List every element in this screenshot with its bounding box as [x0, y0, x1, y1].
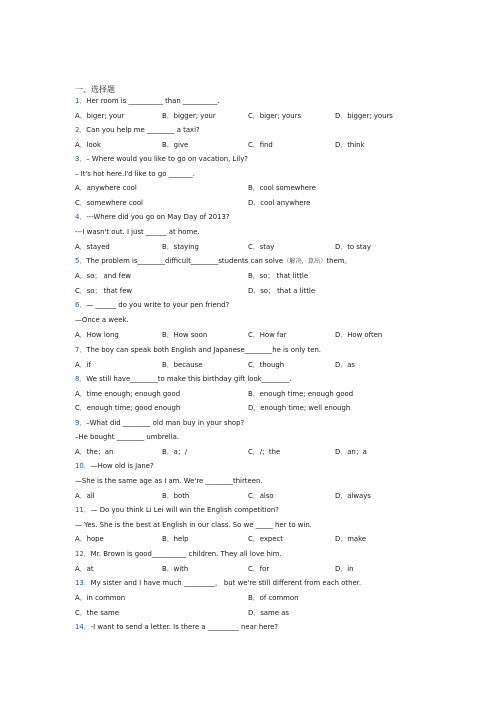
question-number: 9． [75, 419, 87, 427]
option-b[interactable]: B．with [162, 565, 189, 573]
option-a[interactable]: A．the；an [75, 448, 114, 456]
option-b[interactable]: B．so； that little [248, 272, 309, 280]
option-d[interactable]: D．always [335, 492, 371, 500]
question-number: 12． [75, 550, 91, 558]
question-number: 3． [75, 155, 87, 163]
question-number: 11． [75, 506, 91, 514]
question-8 [75, 376, 291, 383]
question-4 [75, 214, 230, 221]
question-number: 4． [75, 213, 87, 221]
option-a[interactable]: A．all [75, 492, 95, 500]
option-d[interactable]: D．in [335, 565, 354, 573]
dialogue-line: – It's hot here.I'd like to go _______. [75, 170, 195, 178]
option-a[interactable]: A．biger; your [75, 112, 125, 120]
question-stem: -I want to send a letter. Is there a _________ near here? [90, 623, 279, 631]
question-stem: My sister and I have much _________， but we're still different from each other. [90, 579, 362, 587]
option-c[interactable]: C．the same [75, 609, 119, 617]
question-stem-end: them。 [326, 257, 352, 265]
option-c[interactable]: C．stay [248, 243, 275, 251]
option-d[interactable]: D．make [335, 535, 367, 543]
question-stem: — ______ do you write to your pen friend? [86, 301, 230, 309]
question-stem: –What did ________ old man buy in your shop? [86, 419, 245, 427]
option-a[interactable]: A．look [75, 141, 101, 149]
option-d[interactable]: D．How often [335, 331, 383, 339]
dialogue-line: –He bought ________ umbrella. [75, 433, 180, 441]
option-a[interactable]: A．so； and few [75, 272, 131, 280]
option-b[interactable]: B．both [162, 492, 190, 500]
option-a[interactable]: A．in common [75, 594, 126, 602]
option-c[interactable]: C．enough time; good enough [75, 404, 181, 412]
option-a[interactable]: A．if [75, 361, 91, 369]
question-number: 13． [75, 579, 91, 587]
chinese-gloss: （解决，算出） [283, 258, 327, 265]
option-c[interactable]: C．/；the [248, 448, 281, 456]
option-b[interactable]: B．help [162, 535, 189, 543]
option-b[interactable]: B．because [162, 361, 203, 369]
question-stem: Her room is __________ than __________. [86, 97, 220, 105]
option-d[interactable]: D．an；a [335, 448, 367, 456]
option-d[interactable]: D．bigger; yours [335, 112, 393, 120]
option-a[interactable]: A．How long [75, 331, 119, 339]
option-b[interactable]: B．How soon [162, 331, 208, 339]
option-c[interactable]: C．though [248, 361, 285, 369]
dialogue-line: —Once a week. [75, 316, 129, 324]
question-stem: The boy can speak both English and Japanese________he is only ten. [86, 346, 322, 354]
option-a[interactable]: A．hope [75, 535, 104, 543]
option-b[interactable]: B．bigger; your [162, 112, 216, 120]
option-d[interactable]: D．cool anywhere [248, 199, 311, 207]
dialogue-line: — Yes. She is the best at English in our class. So we _____ her to win. [75, 521, 312, 529]
option-b[interactable]: B．staying [162, 243, 199, 251]
question-5 [75, 258, 351, 265]
question-stem: Can you help me ________ a taxi? [86, 126, 200, 134]
option-c[interactable]: C．so； that few [75, 287, 133, 295]
question-stem: The problem is________difficult________students can solve [86, 257, 284, 265]
question-11 [75, 507, 279, 514]
section-title: 一、选择题 [75, 85, 115, 94]
option-d[interactable]: D．enough time; well enough [248, 404, 351, 412]
question-14 [75, 624, 278, 631]
question-7 [75, 347, 321, 354]
dialogue-line: ---I wasn't out. I just ______ at home. [75, 228, 200, 236]
question-6 [75, 302, 229, 309]
option-d[interactable]: D．so； that a little [248, 287, 316, 295]
question-stem: We still have________to make this birthday gift look________. [86, 375, 292, 383]
question-9 [75, 420, 244, 427]
option-c[interactable]: C．also [248, 492, 274, 500]
question-stem: —How old is Jane? [90, 462, 154, 470]
question-1 [75, 98, 220, 105]
question-number: 1． [75, 97, 87, 105]
option-b[interactable]: B．give [162, 141, 189, 149]
option-d[interactable]: D．to stay [335, 243, 371, 251]
question-13 [75, 580, 361, 587]
option-c[interactable]: C．for [248, 565, 270, 573]
dialogue-line: —She is the same age as I am. We're ________thirteen. [75, 477, 263, 485]
question-number: 6． [75, 301, 87, 309]
option-b[interactable]: B．cool somewhere [248, 184, 316, 192]
question-stem: Mr. Brown is good__________ children. They all love him. [90, 550, 282, 558]
question-2 [75, 127, 200, 134]
question-10 [75, 463, 154, 470]
question-number: 8． [75, 375, 87, 383]
question-stem: – Where would you like to go on vacation, Lily? [86, 155, 248, 163]
option-d[interactable]: D．think [335, 141, 365, 149]
question-3 [75, 156, 248, 163]
option-a[interactable]: A．time enough; enough good [75, 390, 181, 398]
question-number: 5． [75, 257, 87, 265]
question-stem: — Do you think Li Lei will win the English competition? [90, 506, 279, 514]
option-b[interactable]: B．a；/ [162, 448, 188, 456]
option-a[interactable]: A．anywhere cool [75, 184, 137, 192]
question-12 [75, 551, 282, 558]
option-c[interactable]: C．expect [248, 535, 284, 543]
option-b[interactable]: B．of common [248, 594, 299, 602]
option-c[interactable]: C．biger; yours [248, 112, 302, 120]
option-b[interactable]: B．enough time; enough good [248, 390, 354, 398]
option-a[interactable]: A．stayed [75, 243, 110, 251]
option-d[interactable]: D．as [335, 361, 356, 369]
question-stem: ---Where did you go on May Day of 2013? [86, 213, 230, 221]
option-a[interactable]: A．at [75, 565, 94, 573]
option-c[interactable]: C．somewhere cool [75, 199, 143, 207]
option-c[interactable]: C．find [248, 141, 273, 149]
option-d[interactable]: D．same as [248, 609, 289, 617]
question-number: 7． [75, 346, 87, 354]
question-number: 2． [75, 126, 87, 134]
option-c[interactable]: C．How far [248, 331, 287, 339]
question-number: 14． [75, 623, 91, 631]
question-number: 10． [75, 462, 91, 470]
